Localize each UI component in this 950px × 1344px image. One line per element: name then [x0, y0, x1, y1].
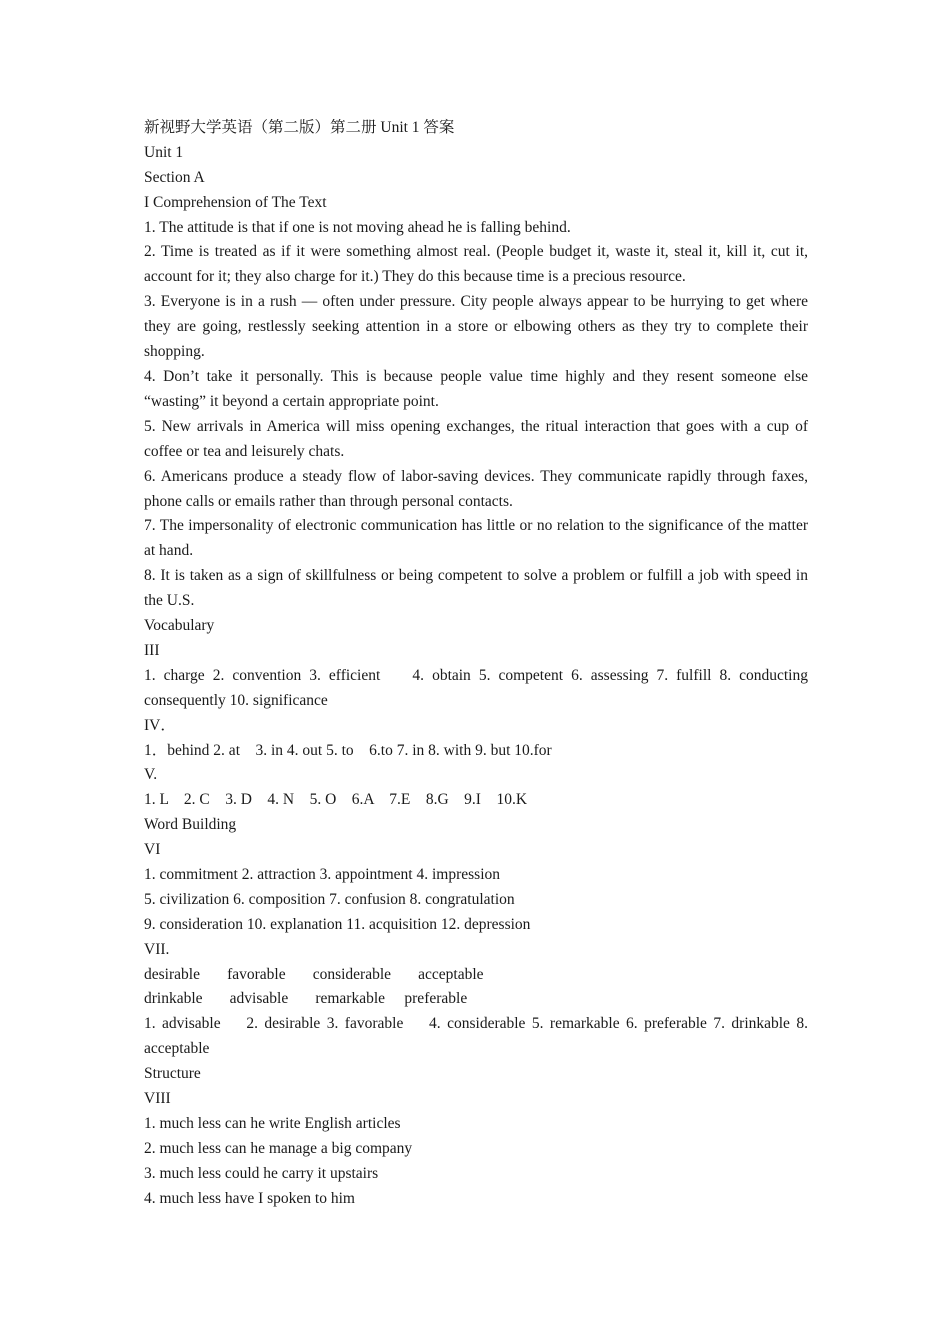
exercise-8-line: 4. much less have I spoken to him	[144, 1189, 355, 1207]
exercise-8-label: VIII	[144, 1090, 171, 1108]
exercise-6-label: VI	[144, 841, 161, 859]
comprehension-answer-7: 7. The impersonality of electronic communication has little or no relation to the significance of the matter at hand.	[144, 517, 808, 560]
exercise-8-line: 3. much less could he carry it upstairs	[144, 1164, 379, 1182]
exercise-4-answers: 1．behind 2. at 3. in 4. out 5. to 6.to 7. in 8. with 9. but 10.for	[144, 741, 552, 759]
exercise-7-label: VII.	[144, 940, 170, 958]
structure-heading: Structure	[144, 1065, 201, 1083]
exercise-6-line: 9. consideration 10. explanation 11. acquisition 12. depression	[144, 915, 531, 933]
exercise-7-word-row: desirable favorable considerable acceptable	[144, 965, 484, 983]
document-page	[144, 116, 812, 1212]
exercise-8-line: 1. much less can he write English articles	[144, 1114, 401, 1132]
comprehension-answer-6: 6. Americans produce a steady flow of labor-saving devices. They communicate rapidly through faxes, phone calls or emails rather than through personal contacts.	[144, 467, 808, 510]
comprehension-answer-1: 1. The attitude is that if one is not moving ahead he is falling behind.	[144, 218, 571, 236]
comprehension-answer-5: 5. New arrivals in America will miss opening exchanges, the ritual interaction that goes with a cup of coffee or tea and leisurely chats.	[144, 417, 808, 460]
exercise-8-line: 2. much less can he manage a big company	[144, 1139, 413, 1157]
exercise-4-label: IV．	[144, 716, 176, 734]
exercise-6-line: 1. commitment 2. attraction 3. appointment 4. impression	[144, 866, 501, 883]
section-heading: Section A	[144, 168, 205, 186]
document-title: 新视野大学英语（第二版）第二册 Unit 1 答案	[144, 119, 455, 136]
vocabulary-heading: Vocabulary	[144, 617, 215, 635]
exercise-3-label: III	[144, 641, 160, 659]
word-building-heading: Word Building	[144, 816, 237, 834]
exercise-3-answers: 1. charge 2. convention 3. efficient 4. obtain 5. competent 6. assessing 7. fulfill 8. conducting consequently 10. significance	[144, 666, 812, 709]
exercise-6-line: 5. civilization 6. composition 7. confusion 8. congratulation	[144, 890, 515, 908]
exercise-7-answers: 1. advisable 2. desirable 3. favorable 4. considerable 5. remarkable 6. preferable 7. drinkable 8. acceptable	[144, 1015, 812, 1058]
exercise-7-word-row: drinkable advisable remarkable preferable	[144, 990, 468, 1008]
unit-heading: Unit 1	[144, 143, 184, 161]
exercise-5-answers: 1. L 2. C 3. D 4. N 5. O 6.A 7.E 8.G 9.I 10.K	[144, 791, 528, 809]
comprehension-answer-4: 4. Don’t take it personally. This is because people value time highly and they resent someone else “wasting” it beyond a certain appropriate point.	[144, 368, 808, 410]
comprehension-answer-2: 2. Time is treated as if it were something almost real. (People budget it, waste it, steal it, kill it, cut it, account for it; they also charge for it.) They do this because time is a precious resource.	[144, 243, 808, 286]
exercise-5-label: V.	[144, 766, 158, 784]
comprehension-answer-8: 8. It is taken as a sign of skillfulness or being competent to solve a problem or fulfill a job with speed in the U.S.	[144, 567, 808, 610]
comprehension-answer-3: 3. Everyone is in a rush — often under pressure. City people always appear to be hurrying to get where they are going, restlessly seeking attention in a store or elbowing others as they try to complete their shopping.	[144, 293, 808, 361]
comprehension-heading: I Comprehension of The Text	[144, 193, 327, 211]
